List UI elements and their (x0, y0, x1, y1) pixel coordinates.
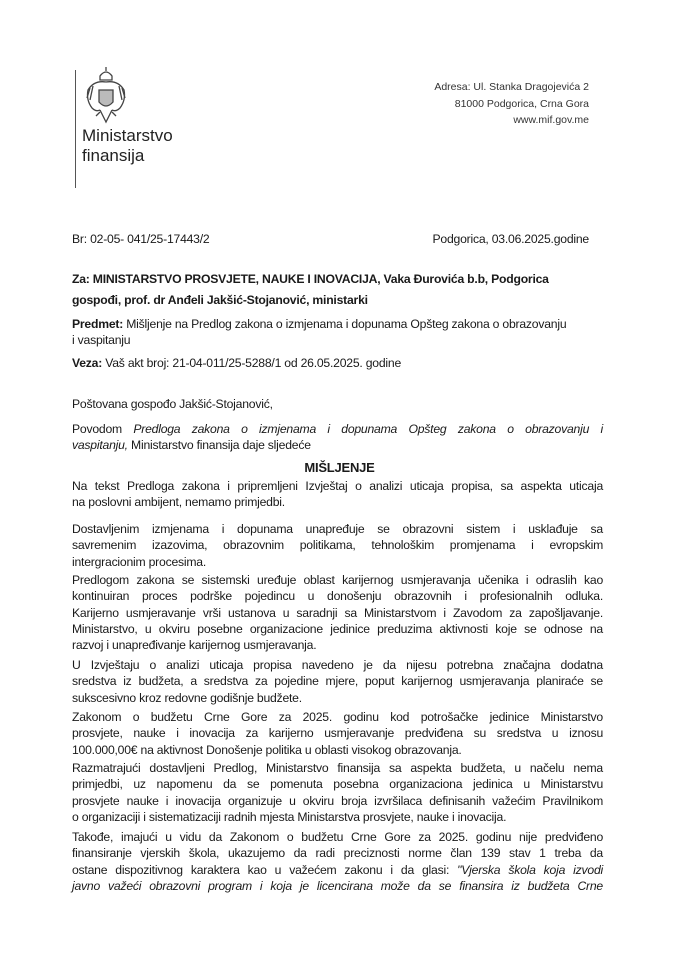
quoted-norm-italic: javno važeći obrazovni program i koja je licencirana može da se finansira iz budžeta Crne (72, 878, 603, 893)
recipient-line1: Za: MINISTARSTVO PROSVJETE, NAUKE I INOVACIJA, Vaka Đurovića b.b, Podgorica (72, 272, 549, 286)
reference-link (72, 356, 401, 370)
letterhead-divider (75, 70, 76, 188)
paragraph-2 (72, 521, 603, 570)
address-block (434, 79, 589, 129)
link-label: Veza: (72, 356, 103, 370)
text-line: Na tekst Predloga zakona i pripremljeni Izvještaj o analizi uticaja propisa, sa aspekta uticaja (72, 479, 603, 493)
text-line: 100.000,00€ na aktivnost Donošenje politika u oblasti visokog obrazovanja. (72, 742, 462, 757)
intro-text-cont: Ministarstvo finansija daje sljedeće (127, 438, 311, 453)
text-line: Dostavljenim izmjenama i dopunama unapređuje se obrazovni sistem i usklađuje sa (72, 522, 603, 536)
text-line: na poslovni ambijent, nemamo primjedbi. (72, 495, 285, 510)
paragraph-1 (72, 478, 603, 511)
text-line: intergracionim procesima. (72, 554, 207, 569)
text-line: razvoj i unapređivanje karijernog usmjeravanja. (72, 638, 317, 653)
text-line: Razmatrajući dostavljeni Predlog, Ministarstvo finansija sa aspekta budžeta, u načelu nema (72, 761, 603, 775)
text-line: sredstva iz budžeta, a sredstva za pojedine mjere, poput karijernog usmjeravanja planiraće se (72, 674, 603, 689)
text-line: kontinuiran proces podrške pojedincu u donošenju obrazovnih i profesionalnih odluka. (72, 589, 603, 604)
address-city: 81000 Podgorica, Crna Gora (454, 97, 589, 110)
text-line: o organizaciji i sistematizaciji radnih mjesta Ministarstva prosvjete, nauke i inovacija. (72, 809, 507, 824)
link-text: Vaš akt broj: 21-04-011/25-5288/1 od 26.05.2025. godine (102, 356, 401, 370)
subject-text-line1: Mišljenje na Predlog zakona o izmjenama i dopunama Opšteg zakona o obrazovanju (123, 317, 567, 331)
text-line: Zakonom o budžetu Crne Gore za 2025. godinu kod potrošačke jedinice Ministarstvo (72, 710, 603, 724)
paragraph-3 (72, 572, 603, 653)
quoted-norm-italic: "Vjerska škola koja izvodi (457, 862, 603, 877)
subject-text-line2: i vaspitanju (72, 333, 131, 348)
text-line: Takođe, imajući u vidu da Zakonom o budžetu Crne Gore za 2025. godinu nije predviđeno (72, 830, 603, 844)
ministry-name-line1: Ministarstvo (82, 126, 173, 145)
address-street: Adresa: Ul. Stanka Dragojevića 2 (434, 81, 589, 93)
law-title-italic: Predloga zakona o izmjenama i dopunama Opšteg zakona o obrazovanju i (133, 422, 603, 436)
text-line: prosvjete, nauke i inovacija za karijerno usmjeravanje predviđena su sredstva u iznosu (72, 726, 603, 741)
text-line: primjedbi, uz napomenu da se pomenuta posebna organizaciona jedinica u Ministarstvu (72, 777, 603, 792)
text-line: finansiranje vjerskih škola, ukazujemo da radi preciznosti norme član 139 stav 1 treba da (72, 846, 603, 861)
intro-paragraph (72, 421, 603, 454)
paragraph-6 (72, 760, 603, 825)
text-segment: ostane dispozitivnog karaktera kao u važećem zakonu i da glasi: (72, 862, 458, 877)
paragraph-4 (72, 657, 603, 706)
text-line: U Izvještaju o analizi uticaja propisa navedeno je da nijesu potrebna značajna dodatna (72, 658, 603, 672)
intro-text: Povodom (72, 422, 134, 436)
text-line: prosvjete nauke i inovacija organizuje u okviru broja izvršilaca definisanih važećim Pravilnikom (72, 793, 603, 808)
place-date: Podgorica, 03.06.2025.godine (432, 232, 589, 246)
subject (72, 316, 603, 349)
text-line: Predlogom zakona se sistemski uređuje oblast karijernog usmjeravanja učenika i odraslih kao (72, 573, 603, 587)
ministry-name-line2: finansija (82, 146, 145, 165)
text-line: savremenim izazovima, obrazovnim politikama, tehnološkim promjenama i evropskim (72, 538, 603, 553)
paragraph-5 (72, 709, 603, 758)
address-website: www.mif.gov.me (513, 114, 589, 126)
text-line: Karijerno usmjeravanje vrši ustanova u saradnji sa Ministarstvom i Zavodom za zapošljavanje. (72, 605, 603, 620)
salutation: Poštovana gospođo Jakšić-Stojanović, (72, 397, 273, 411)
paragraph-7 (72, 829, 603, 894)
text-line: sukscesivno kroz redovne godišnje budžete. (72, 690, 302, 705)
text-line: Ministarstvo, u okviru posebne organizacione jedinice preduzima aktivnosti koje se odnose na (72, 621, 603, 636)
ministry-name (82, 126, 173, 166)
opinion-heading: MIŠLJENJE (304, 460, 375, 475)
reference-number: Br: 02-05- 041/25-17443/2 (72, 232, 210, 246)
recipient-line2: gospođi, prof. dr Anđeli Jakšić-Stojanović, ministarki (72, 293, 368, 307)
law-title-italic-cont: vaspitanju, (72, 438, 128, 453)
subject-label: Predmet: (72, 317, 124, 331)
coat-of-arms-icon (84, 66, 128, 128)
